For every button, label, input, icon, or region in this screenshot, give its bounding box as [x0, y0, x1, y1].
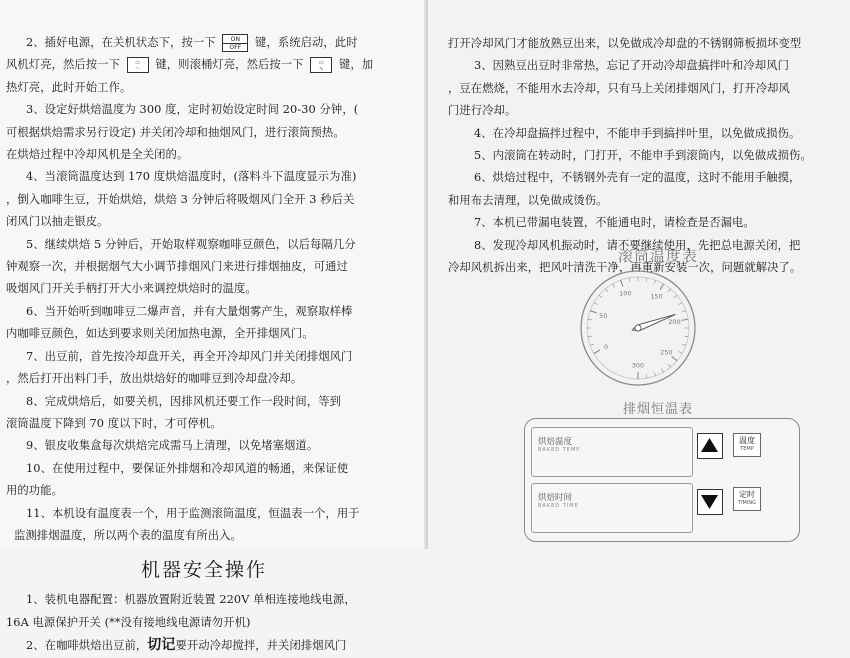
- item-5-line-2: 钟观察一次，并根据烟气大小调节排烟风门来进行排烟抽皮，可通过: [6, 260, 348, 274]
- dial-tick-label: 200: [668, 318, 681, 327]
- item-6-line-2: 内咖啡豆颜色，如达到要求则关闭加热电源，全开排烟风门。: [6, 327, 314, 341]
- item-3-line-3: 在烘焙过程中冷却风机是全关闭的。: [6, 148, 189, 162]
- item-4-line-3: 闭风门以抽走银皮。: [6, 215, 109, 229]
- baking-time-sublabel: BAKED TIME: [538, 503, 579, 509]
- right-page: [428, 0, 850, 549]
- dial-tick: [621, 280, 623, 287]
- dial-tick: [668, 364, 671, 367]
- item-8-line-1: 8、发现冷却风机振动时，请不要继续使用，先把总电源关闭，把: [474, 238, 801, 252]
- safety-1-line-2: 16A 电源保护开关 (**没有接地线电源请勿开机): [6, 615, 251, 629]
- dial-tick: [660, 284, 664, 290]
- item-7-line-1: 7、出豆前，首先按冷却盘开关，再全开冷却风门并关闭排烟风门: [26, 349, 353, 363]
- item-7-line-2: ，然后打开出料门手，放出烘焙好的咖啡豆到冷却盘冷却。: [6, 372, 303, 386]
- item-3-line-2: 可根据烘焙需求另行设定) 并关闭冷却和抽烟风门，进行滚筒预热。: [6, 125, 345, 139]
- item-7: 7、本机已带漏电装置，不能通电时，请检查是否漏电。: [474, 216, 755, 230]
- item-6-line-1: 6、烘焙过程中，不锈钢外壳有一定的温度，这时不能用手触摸，: [474, 171, 801, 185]
- exhaust-thermostat-title: 排烟恒温表: [622, 402, 693, 417]
- up-arrow-button[interactable]: [697, 433, 723, 459]
- baking-temp-display: [531, 427, 693, 477]
- timing-button-label: 定时: [739, 490, 755, 499]
- item-8-line-2: 滚筒温度下降到 70 度以下时，才可停机。: [6, 416, 222, 430]
- up-arrow-icon: [698, 434, 721, 457]
- dial-tick: [588, 319, 592, 320]
- item-4: 4、在冷却盘搞拌过程中，不能申手到搞拌叶里，以免做成损伤。: [474, 126, 801, 140]
- baking-temp-sublabel: BAKED TEMP: [538, 447, 581, 453]
- dial-tick: [629, 278, 630, 282]
- baking-time-label: 烘焙时间: [538, 493, 573, 503]
- heat-key-icon: ▭ ∿: [310, 57, 332, 73]
- exhaust-thermostat-panel: [524, 418, 800, 542]
- dial-tick: [681, 319, 688, 320]
- dial-tick: [682, 344, 686, 345]
- dial-tick: [654, 280, 655, 284]
- dial-tick: [613, 284, 615, 287]
- key-label-on: ON: [230, 36, 241, 43]
- item-8-line-1: 8、完成烘焙后，如要关机，因排风机还要工作一段时间，等到: [26, 394, 342, 408]
- text: 风机灯亮，然后按一下: [6, 58, 120, 72]
- dial-tick: [662, 369, 664, 372]
- item-4-line-1: 4、当滚筒温度达到 170 度烘焙温度时，(落料斗下温度显示为准): [26, 170, 357, 184]
- item-2-line-3: 热灯亮，此时开始工作。: [6, 80, 132, 94]
- temp-button[interactable]: [733, 433, 761, 457]
- safety-1-line-1: 1、装机电器配置：机器放置附近装置 220V 单相连接地线电源，: [26, 593, 356, 607]
- on-off-key-icon: [222, 34, 248, 52]
- drum-key-icon: ▭ 〜: [127, 57, 149, 73]
- temp-button-sublabel: TEMP: [740, 446, 754, 452]
- dial-tick-label: 300: [631, 361, 645, 370]
- dial-tick: [679, 303, 682, 305]
- dial-tick-label: 150: [650, 292, 663, 301]
- dial-tick: [605, 289, 608, 292]
- item-6-line-2: 和用布去清理，以免做成烫伤。: [448, 193, 608, 207]
- item-6-line-1: 6、当开始听到咖啡豆二爆声音，并有大量烟雾产生，观察取样棒: [26, 304, 353, 318]
- dial-tick-label: 100: [619, 289, 632, 298]
- dial-tick-label: 0: [603, 343, 609, 351]
- item-3-line-1: 3、设定好烘焙温度为 300 度，定时初始设定时间 20-30 分钟，(: [26, 103, 359, 117]
- item-5: 5、内滚筒在转动时，门打开，不能申手到滚筒内，以免做成损伤。: [474, 149, 812, 163]
- emphasis-text: 切记: [147, 637, 176, 654]
- down-arrow-icon: [698, 490, 721, 513]
- timing-button[interactable]: [733, 487, 761, 511]
- timing-button-sublabel: TIMING: [738, 500, 756, 506]
- temp-button-label: 温度: [739, 436, 755, 445]
- item-11-line-2: 监测排烟温度，所以两个表的温度有所出入。: [14, 528, 242, 542]
- dial-tick: [679, 352, 682, 354]
- dial-tick: [684, 336, 688, 337]
- item-10-line-1: 10、在使用过程中，要保证外排烟和冷却风道的畅通，来保证使: [26, 461, 349, 475]
- item-11-line-1: 11、本机设有温度表一个，用于监测滚筒温度，恒温表一个，用于: [26, 506, 360, 520]
- item-8-line-2: 冷却风机拆出来，把风叶清洗干净，再重新安装一次，问题就解决了。: [448, 261, 802, 275]
- dial-tick: [672, 356, 677, 360]
- dial-tick: [668, 289, 671, 292]
- dial-tick: [682, 311, 686, 312]
- baking-temp-label: 烘焙温度: [538, 437, 573, 447]
- item-2-line-1: [0, 32, 428, 54]
- dial-tick: [590, 311, 597, 313]
- item-3-line-3: 门进行冷却。: [448, 104, 517, 118]
- item-5-line-3: 吸烟风门开关手柄打开大小来调控烘焙时的温度。: [6, 282, 257, 296]
- item-3-line-1: 3、因熟豆出豆时非常热，忘记了开动冷却盘搞拌叶和冷却风门: [474, 59, 790, 73]
- drum-thermometer-title: 滚筒温度表: [617, 247, 698, 265]
- dial-tick: [646, 374, 647, 378]
- key-label-off: OFF: [223, 43, 247, 51]
- dial-tick: [588, 336, 592, 337]
- section-heading: 机器安全操作: [140, 559, 267, 582]
- dial-tick: [594, 303, 597, 305]
- dial-tick-label: 50: [599, 311, 608, 320]
- item-5-line-1: 5、继续烘焙 5 分钟后，开始取样观察咖啡豆颜色，以后每隔几分: [26, 237, 356, 251]
- dial-tick: [674, 295, 677, 298]
- text: 键，系统启动，此时: [255, 36, 358, 49]
- dial-tick-label: 250: [660, 348, 673, 357]
- text: 2、插好电源，在关机状态下，按一下: [26, 36, 216, 49]
- text: 2、在咖啡烘焙出豆前，: [26, 639, 148, 653]
- continued-line: 打开冷却风门才能放熟豆出来，以免做成冷却盘的不锈钢筛板损坏变型: [448, 37, 802, 50]
- text: 键，加: [338, 58, 374, 72]
- baking-time-display: [531, 483, 693, 533]
- text: 键，则滚桶灯亮，然后按一下: [155, 58, 304, 72]
- item-3-line-2: ，豆在燃烧，不能用水去冷却，只有马上关闭排烟风门，打开冷却风: [448, 81, 790, 95]
- dial-tick: [594, 350, 600, 354]
- drum-thermometer-dial: [573, 268, 703, 388]
- item-9-line-1: 9、银皮收集盒每次烘焙完成需马上清理，以免堵塞烟道。: [26, 439, 319, 453]
- dial-tick: [654, 372, 655, 376]
- item-2-line-2: [0, 54, 428, 76]
- text: 要开动冷却搅拌，并关闭排烟风门: [175, 639, 347, 653]
- item-10-line-2: 用的功能。: [6, 484, 63, 498]
- safety-2-line-1: [0, 634, 428, 657]
- down-arrow-button[interactable]: [697, 489, 723, 515]
- dial-tick: [646, 278, 647, 282]
- dial-hub: [635, 325, 641, 331]
- dial-tick: [590, 344, 594, 345]
- item-4-line-2: ，倒入咖啡生豆，开始烘焙，烘焙 3 分钟后将吸烟风门全开 3 秒后关: [6, 192, 355, 206]
- dial-tick: [599, 295, 602, 298]
